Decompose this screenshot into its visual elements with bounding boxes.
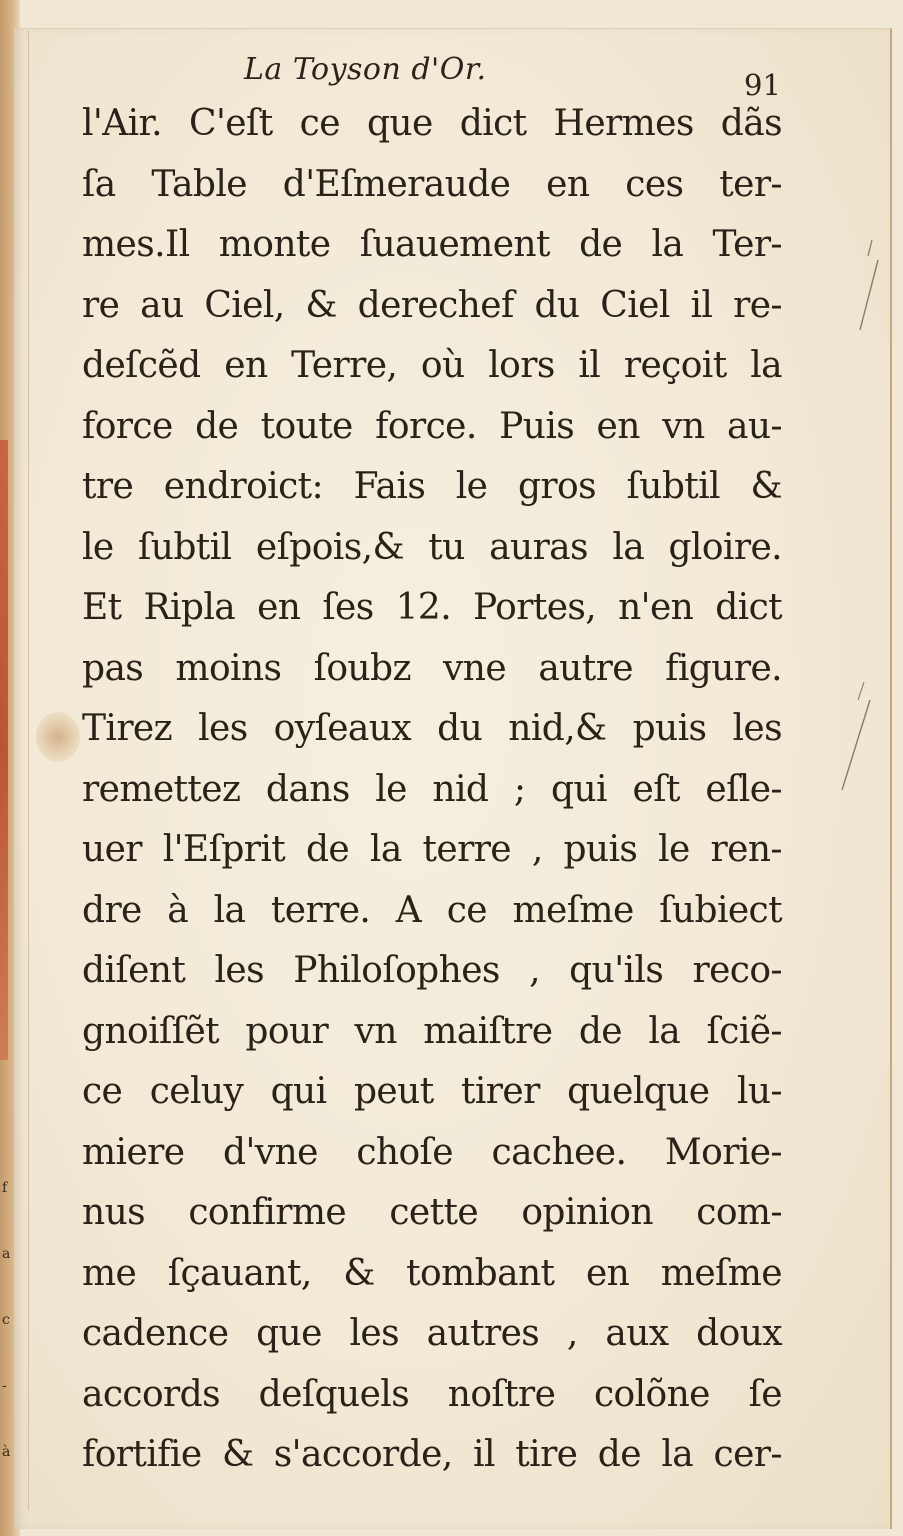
text-line: ce celuy qui peut tirer quelque lu- bbox=[82, 1071, 782, 1112]
pencil-marks bbox=[820, 230, 890, 830]
previous-page-letter: f bbox=[2, 1180, 8, 1196]
text-line: Tirez les oyſeaux du nid,& puis les bbox=[82, 708, 782, 749]
text-line: fortifie & s'accorde, il tire de la cer- bbox=[82, 1434, 782, 1475]
page-number: 91 bbox=[744, 68, 781, 102]
text-line: tre endroict: Fais le gros ſubtil & bbox=[82, 466, 782, 507]
text-line: re au Ciel, & derechef du Ciel il re- bbox=[82, 284, 782, 326]
text-line: cadence que les autres , aux doux bbox=[82, 1313, 782, 1354]
previous-page-letter: - bbox=[2, 1378, 7, 1394]
text-line: mes.Il monte ſuauement de la Ter- bbox=[82, 224, 782, 265]
text-line: nus confirme cette opinion com- bbox=[82, 1192, 782, 1233]
previous-page-letter: à bbox=[2, 1444, 11, 1460]
page-header bbox=[0, 52, 903, 102]
text-line: remettez dans le nid ; qui eſt eſle- bbox=[82, 768, 782, 810]
red-edge-strip bbox=[0, 440, 8, 1060]
text-line: uer l'Eſprit de la terre , puis le ren- bbox=[82, 829, 782, 870]
text-line: l'Air. C'eſt ce que dict Hermes dãs bbox=[82, 103, 782, 144]
text-line: dre à la terre. A ce meſme ſubiect bbox=[82, 889, 782, 931]
previous-page-letter: c bbox=[2, 1312, 10, 1328]
text-line: ſa Table d'Eſmeraude en ces ter- bbox=[82, 163, 782, 205]
body-text bbox=[82, 94, 782, 1486]
text-line: miere d'vne choſe cachee. Morie- bbox=[82, 1131, 782, 1173]
previous-page-letter: a bbox=[2, 1246, 11, 1262]
text-line: le ſubtil eſpois,& tu auras la gloire. bbox=[82, 526, 782, 568]
gutter-line bbox=[28, 30, 29, 1510]
text-line: Et Ripla en ſes 12. Portes, n'en dict bbox=[82, 587, 782, 628]
paper-stain bbox=[36, 712, 80, 762]
text-line: gnoiſſẽt pour vn maiſtre de la ſciẽ- bbox=[82, 1010, 782, 1052]
text-line: accords deſquels noſtre colõne ſe bbox=[82, 1373, 782, 1415]
text-line: force de toute force. Puis en vn au- bbox=[82, 405, 782, 447]
text-line: me ſçauant, & tombant en meſme bbox=[82, 1252, 782, 1294]
text-line: diſent les Philoſophes , qu'ils reco- bbox=[82, 950, 782, 991]
text-line: pas moins ſoubz vne autre figure. bbox=[82, 647, 782, 689]
text-line: deſcẽd en Terre, où lors il reçoit la bbox=[82, 345, 782, 386]
running-title: La Toyson d'Or. bbox=[244, 52, 487, 87]
